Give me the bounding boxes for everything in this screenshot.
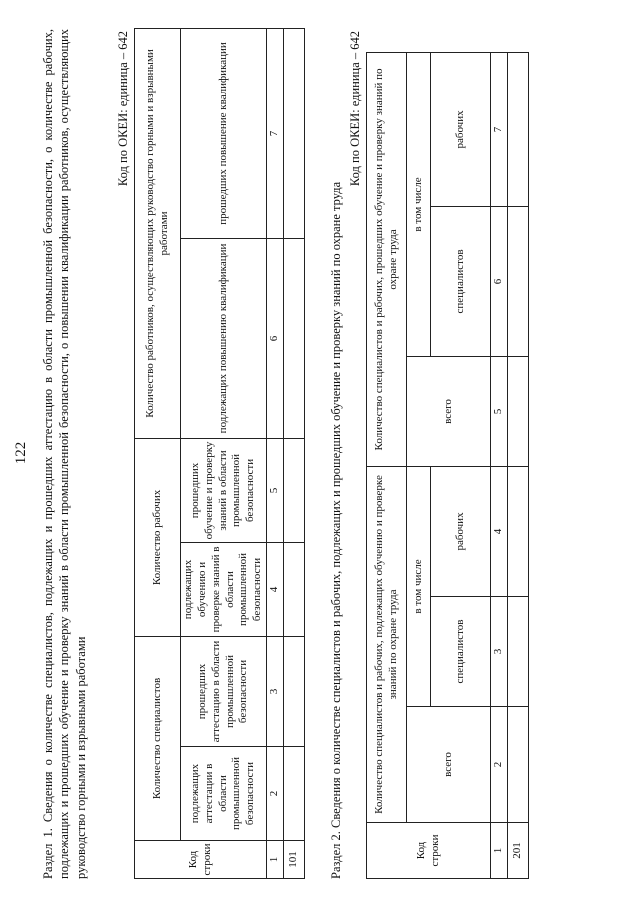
- data-cell: [508, 52, 529, 206]
- column-number: 6: [491, 206, 508, 356]
- column-number: 3: [491, 596, 508, 706]
- subject-group-header: Количество специалистов и рабочих, подлежащих обучению и проверке знаний по охране труда: [367, 466, 407, 822]
- column-number: 1: [491, 822, 508, 878]
- row-code: 101: [284, 840, 305, 878]
- rotated-page: [10, 13, 630, 893]
- subject-including-header: в том числе: [407, 466, 431, 706]
- subject-total-header: всего: [407, 706, 491, 822]
- data-cell: [284, 238, 305, 438]
- passed-specialists-header: специалистов: [431, 206, 491, 356]
- data-cell: [284, 28, 305, 238]
- table-row: [284, 28, 305, 878]
- specialists-group-header: Количество специалистов: [135, 636, 181, 840]
- leaders-group-header: Количество работников, осуществляющих руководство горными и взрывными работами: [135, 28, 181, 438]
- column-number: 7: [267, 28, 284, 238]
- column-number-row: [491, 52, 508, 878]
- leaders-passed-header: прошедших повышение квалификации: [181, 28, 267, 238]
- code-header: Код строки: [367, 822, 491, 878]
- data-cell: [508, 206, 529, 356]
- column-number: 2: [491, 706, 508, 822]
- table-row: [508, 52, 529, 878]
- data-cell: [508, 596, 529, 706]
- data-cell: [508, 706, 529, 822]
- section2-title: Раздел 2. Сведения о количестве специалистов и рабочих, подлежащих и прошедших обучение и проверку знаний по охране труда: [329, 181, 343, 879]
- column-number: 4: [267, 542, 284, 636]
- page-number: 122: [13, 441, 29, 464]
- data-cell: [284, 636, 305, 746]
- spec-passed-header: прошедших аттестацию в области промышленной безопасности: [181, 636, 267, 746]
- subject-specialists-header: специалистов: [431, 596, 491, 706]
- column-number: 5: [491, 356, 508, 466]
- section2-okei-code: Код по ОКЕИ: единица – 642: [348, 30, 362, 186]
- subject-workers-header: рабочих: [431, 466, 491, 596]
- data-cell: [508, 466, 529, 596]
- passed-including-header: в том числе: [407, 52, 431, 356]
- section1-okei-code: Код по ОКЕИ: единица – 642: [116, 30, 130, 186]
- workers-passed-header: прошедших обучение и проверку знаний в области промышленной безопасности: [181, 438, 267, 542]
- column-number-row: [267, 28, 284, 878]
- column-number: 3: [267, 636, 284, 746]
- column-number: 4: [491, 466, 508, 596]
- spec-subject-header: подлежащих аттестации в области промышленной безопасности: [181, 746, 267, 840]
- column-number: 6: [267, 238, 284, 438]
- passed-workers-header: рабочих: [431, 52, 491, 206]
- section1-table: [134, 27, 305, 878]
- column-number: 7: [491, 52, 508, 206]
- workers-subject-header: подлежащих обучению и проверке знаний в области промышленной безопасности: [181, 542, 267, 636]
- column-number: 5: [267, 438, 284, 542]
- data-cell: [508, 356, 529, 466]
- passed-total-header: всего: [407, 356, 491, 466]
- section1-title: Раздел 1. Сведения о количестве специалистов, подлежащих и прошедших аттестацию в области промышленной безопасности, о количестве рабочих, подлежащих и прошедших обучение и проверку знаний в области промышленной безопасности, о повышении квалификации работников, осуществляющих руководство горными и взрывными работами: [41, 28, 88, 879]
- section2-table: [366, 51, 529, 878]
- row-code: 201: [508, 822, 529, 878]
- passed-group-header: Количество специалистов и рабочих, прошедших обучение и проверку знаний по охране труда: [367, 52, 407, 466]
- column-number: 1: [267, 840, 284, 878]
- data-cell: [284, 542, 305, 636]
- column-number: 2: [267, 746, 284, 840]
- leaders-subject-header: подлежащих повышению квалификации: [181, 238, 267, 438]
- data-cell: [284, 438, 305, 542]
- code-header: Код строки: [135, 840, 267, 878]
- data-cell: [284, 746, 305, 840]
- workers-group-header: Количество рабочих: [135, 438, 181, 636]
